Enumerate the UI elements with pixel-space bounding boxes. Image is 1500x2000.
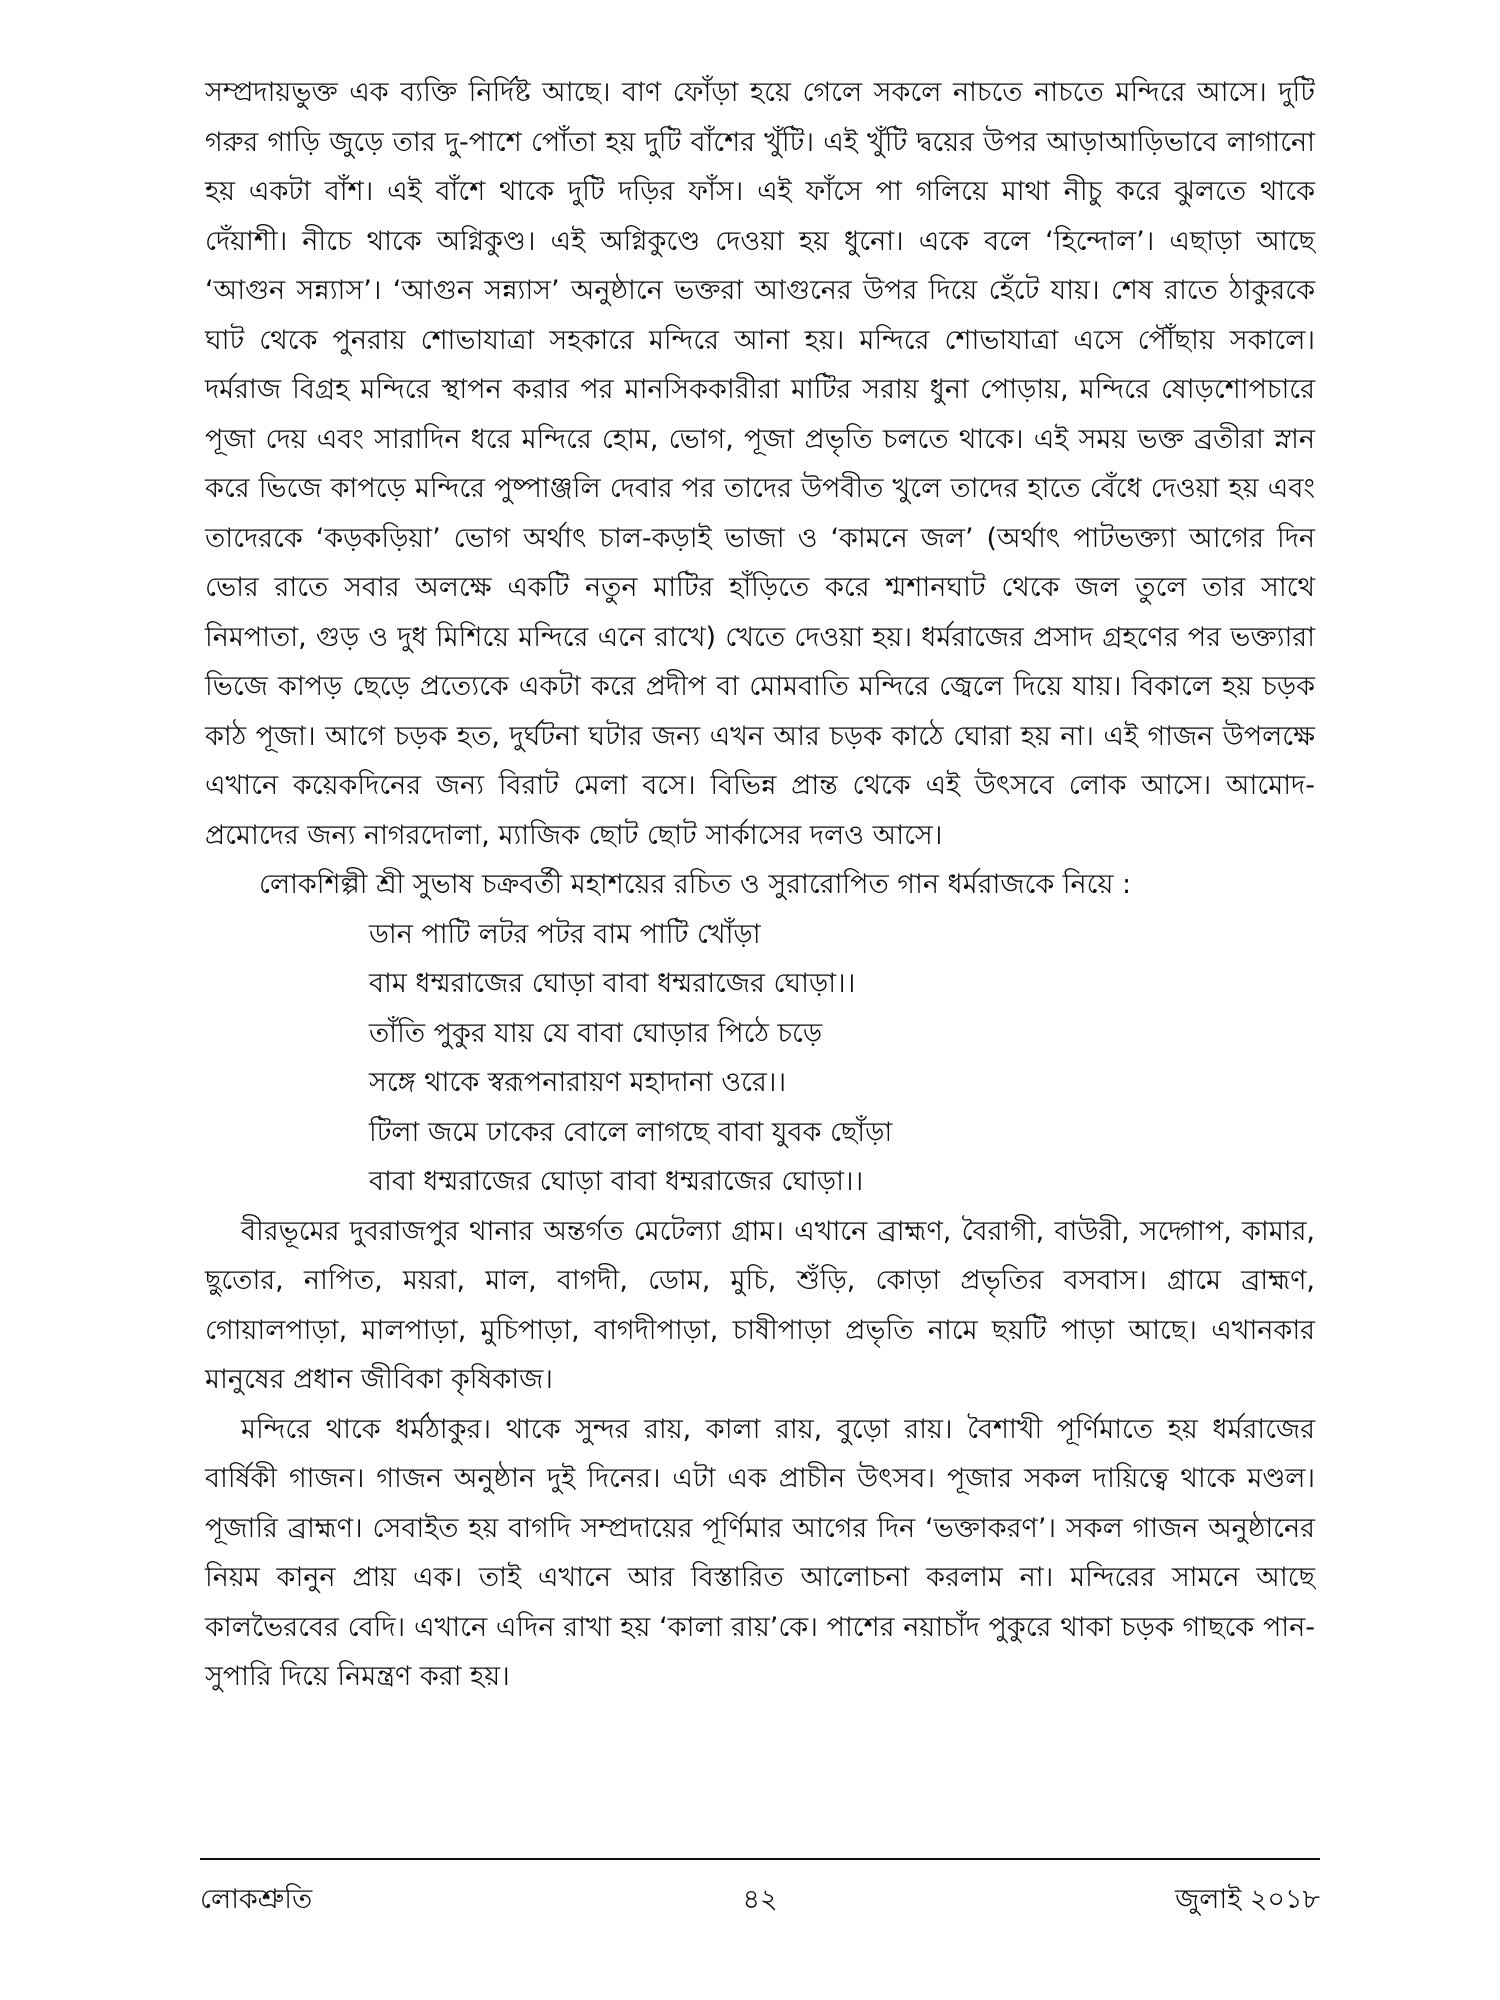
paragraph-temple: মন্দিরে থাকে ধর্মঠাকুর। থাকে সুন্দর রায়, কালা রায়, বুড়ো রায়। বৈশাখী পূর্ণিমাতে হয় ধর্মরাজের বার্ষিকী গাজন। গাজন অনুষ্ঠান দুই দিনের। এটা এক প্রাচীন উৎসব। পূজার সকল দায়িত্বে থাকে মণ্ডল। পূজারি ব্রাহ্মণ। সেবাইত হয় বাগদি সম্প্রদায়ের পূর্ণিমার আগের দিন ‘ভক্তাকরণ’। সকল গাজন অনুষ্ঠানের নিয়ম কানুন প্রায় এক। তাই এখানে আর বিস্তারিত আলোচনা করলাম না। মন্দিরের সামনে আছে কালভৈরবের বেদি। এখানে এদিন রাখা হয় ‘কালা রায়’কে। পাশের নয়াচাঁদ পুকুরে থাকা চড়ক গাছকে পান-সুপারি দিয়ে নিমন্ত্রণ করা হয়। (205, 1413, 1315, 1692)
issue-date: জুলাই ২০১৮ (1175, 1884, 1320, 1915)
song-line: বাম ধম্মরাজের ঘোড়া বাবা ধম্মরাজের ঘোড়া।। (369, 968, 856, 999)
song-line: বাবা ধম্মরাজের ঘোড়া বাবা ধম্মরাজের ঘোড়া।। (369, 1166, 864, 1197)
song-line: তাঁতি পুকুর যায় যে বাবা ঘোড়ার পিঠে চড়ে (369, 1017, 823, 1049)
song-verse (205, 910, 1315, 1207)
song-line: টিলা জমে ঢাকের বোলে লাগছে বাবা যুবক ছোঁড়া (369, 1116, 893, 1148)
paragraph-gajan-rituals: সম্প্রদায়ভুক্ত এক ব্যক্তি নির্দিষ্ট আছে। বাণ ফোঁড়া হয়ে গেলে সকলে নাচতে নাচতে মন্দিরে আসে। দুটি গরুর গাড়ি জুড়ে তার দু-পাশে পোঁতা হয় দুটি বাঁশের খুঁটি। এই খুঁটি দ্বয়ের উপর আড়াআড়িভাবে লাগানো হয় একটা বাঁশ। এই বাঁশে থাকে দুটি দড়ির ফাঁস। এই ফাঁসে পা গলিয়ে মাথা নীচু করে ঝুলতে থাকে দেঁয়াশী। নীচে থাকে অগ্নিকুণ্ড। এই অগ্নিকুণ্ডে দেওয়া হয় ধুনো। একে বলে ‘হিন্দোল’। এছাড়া আছে ‘আগুন সন্ন্যাস’। ‘আগুন সন্ন্যাস’ অনুষ্ঠানে ভক্তরা আগুনের উপর দিয়ে হেঁটে যায়। শেষ রাতে ঠাকুরকে ঘাট থেকে পুনরায় শোভাযাত্রা সহকারে মন্দিরে আনা হয়। মন্দিরে শোভাযাত্রা এসে পৌঁছায় সকালে। দর্মরাজ বিগ্রহ মন্দিরে স্থাপন করার পর মানসিককারীরা মাটির সরায় ধুনা পোড়ায়, মন্দিরে ষোড়শোপচারে পূজা দেয় এবং সারাদিন ধরে মন্দিরে হোম, ভোগ, পূজা প্রভৃতি চলতে থাকে। এই সময় ভক্ত ব্রতীরা স্নান করে ভিজে কাপড়ে মন্দিরে পুষ্পাঞ্জলি দেবার পর তাদের উপবীত খুলে তাদের হাতে বেঁধে দেওয়া হয় এবং তাদেরকে ‘কড়কড়িয়া’ ভোগ অর্থাৎ চাল-কড়াই ভাজা ও ‘কামনে জল’ (অর্থাৎ পাটভক্ত্যা আগের দিন ভোর রাতে সবার অলক্ষে একটি নতুন মাটির হাঁড়িতে করে শ্মশানঘাট থেকে জল তুলে তার সাথে নিমপাতা, গুড় ও দুধ মিশিয়ে মন্দিরে এনে রাখে) খেতে দেওয়া হয়। ধর্মরাজের প্রসাদ গ্রহণের পর ভক্ত্যারা ভিজে কাপড় ছেড়ে প্রত্যেকে একটা করে প্রদীপ বা মোমবাতি মন্দিরে জ্বেলে দিয়ে যায়। বিকালে হয় চড়ক কাঠ পূজা। আগে চড়ক হত, দুর্ঘটনা ঘটার জন্য এখন আর চড়ক কাঠে ঘোরা হয় না। এই গাজন উপলক্ষে এখানে কয়েকদিনের জন্য বিরাট মেলা বসে। বিভিন্ন প্রান্ত থেকে এই উৎসবে লোক আসে। আমোদ-প্রমোদের জন্য নাগরদোলা, ম্যাজিক ছোট ছোট সার্কাসের দলও আসে। (205, 77, 1315, 851)
journal-name: লোকশ্রুতি (200, 1884, 313, 1915)
song-line: সঙ্গে থাকে স্বরূপনারায়ণ মহাদানা ওরে।। (369, 1067, 787, 1098)
body-text (205, 68, 1315, 1702)
footer-divider (200, 1858, 1320, 1860)
paragraph-village: বীরভূমের দুবরাজপুর থানার অন্তর্গত মেটেল্যা গ্রাম। এখানে ব্রাহ্মণ, বৈরাগী, বাউরী, সদ্গোপ, কামার, ছুতোর, নাপিত, ময়রা, মাল, বাগদী, ডোম, মুচি, শুঁড়ি, কোড়া প্রভৃতির বসবাস। গ্রামে ব্রাহ্মণ, গোয়ালপাড়া, মালপাড়া, মুচিপাড়া, বাগদীপাড়া, চাষীপাড়া প্রভৃতি নামে ছয়টি পাড়া আছে। এখানকার মানুষের প্রধান জীবিকা কৃষিকাজ। (205, 1215, 1315, 1395)
page-footer (200, 1880, 1320, 1920)
page-number: ৪২ (742, 1884, 778, 1915)
song-line: ডান পাটি লটর পটর বাম পাটি খোঁড়া (369, 918, 761, 950)
song-intro: লোকশিল্পী শ্রী সুভাষ চক্রবর্তী মহাশয়ের রচিত ও সুরারোপিত গান ধর্মরাজকে নিয়ে : (259, 869, 1132, 900)
